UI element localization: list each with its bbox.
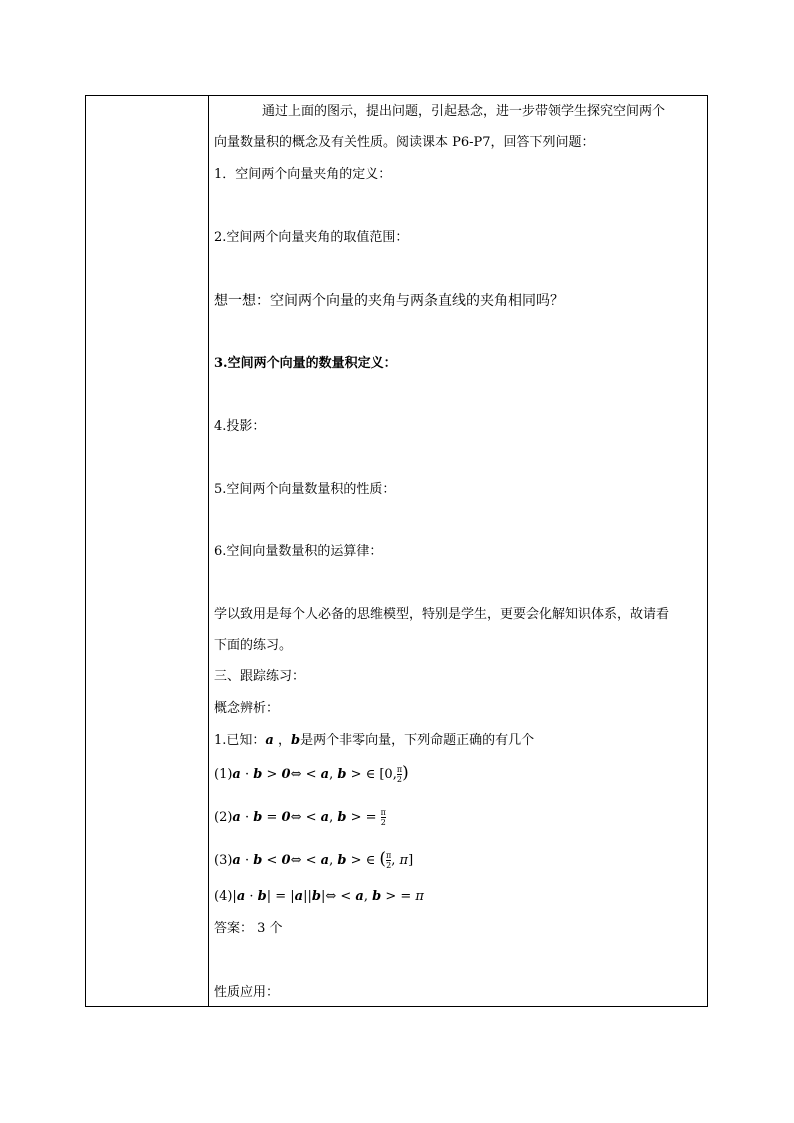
question-5: 5.空间两个向量数量积的性质： bbox=[214, 482, 396, 497]
option-1-label: (1) bbox=[214, 767, 233, 782]
answer-text: 答案： 3 个 bbox=[214, 921, 283, 936]
question-2: 2.空间两个向量夹角的取值范围： bbox=[214, 230, 409, 245]
question-6: 6.空间向量数量积的运算律： bbox=[214, 544, 383, 559]
property-application-heading: 性质应用： bbox=[214, 985, 280, 1000]
transition-line-1: 学以致用是每个人必备的思维模型，特别是学生，更要会化解知识体系，故请看 bbox=[214, 607, 670, 622]
column-divider bbox=[208, 96, 209, 1006]
option-2 bbox=[214, 808, 386, 827]
question-3: 3.空间两个向量的数量积定义： bbox=[214, 356, 397, 371]
problem-1-prefix: 1.已知： bbox=[214, 733, 266, 748]
option-4-label: (4) bbox=[214, 889, 233, 904]
option-2-label: (2) bbox=[214, 810, 233, 825]
intro-line-1: 通过上面的图示，提出问题，引起悬念，进一步带领学生探究空间两个 bbox=[262, 104, 666, 119]
intro-line-2: 向量数量积的概念及有关性质。阅读课本 P6-P7，回答下列问题： bbox=[214, 135, 595, 150]
option-2-formula: a · b = 0⇔ < a, b > = $\frac{\pi}{2}$ bbox=[232, 808, 386, 827]
vectors-ab: a ，b bbox=[265, 733, 301, 748]
option-3-formula: a · b < 0⇔ < a, b > ∈ ( $\frac{\pi}{2}$ , π] bbox=[232, 849, 414, 870]
problem-1-stem bbox=[214, 732, 534, 750]
option-3-label: (3) bbox=[214, 853, 233, 868]
transition-line-2: 下面的练习。 bbox=[214, 638, 293, 653]
think-question: 想一想：空间两个向量的夹角与两条直线的夹角相同吗？ bbox=[214, 293, 564, 309]
question-4: 4.投影： bbox=[214, 419, 266, 434]
question-1: 1．空间两个向量夹角的定义： bbox=[214, 167, 392, 182]
option-1-formula: a · b > 0⇔ < a, b > ∈ [0, $\frac{\pi}{2}$ ) bbox=[232, 763, 409, 784]
problem-1-suffix: 是两个非零向量，下列命题正确的有几个 bbox=[300, 733, 535, 748]
option-3 bbox=[214, 850, 413, 870]
section-3-heading: 三、跟踪练习： bbox=[214, 669, 306, 684]
option-4 bbox=[214, 888, 424, 906]
option-4-formula: |a · b| = |a||b|⇔ < a, b > = π bbox=[232, 889, 424, 904]
option-1 bbox=[214, 764, 409, 784]
concept-heading: 概念辨析： bbox=[214, 701, 280, 716]
